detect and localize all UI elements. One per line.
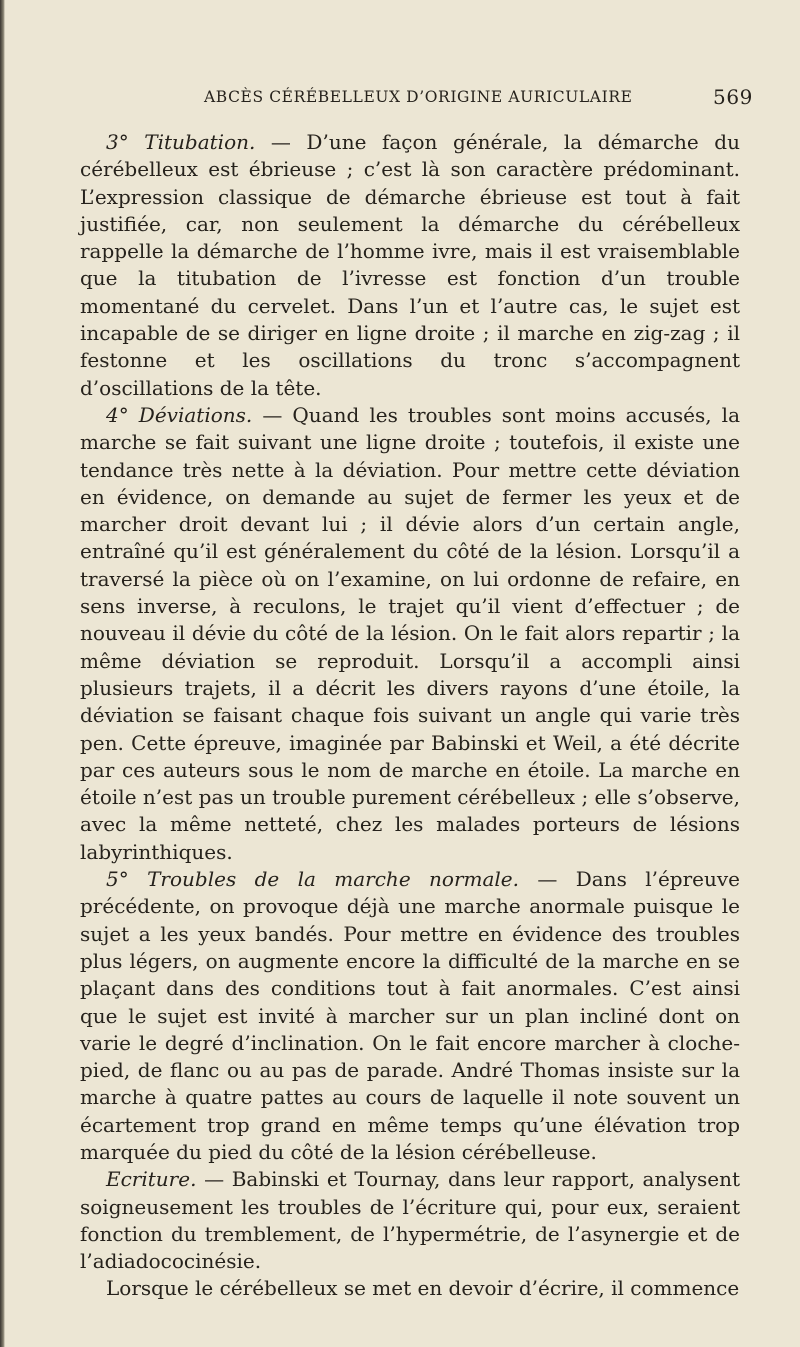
- paragraph-troubles-marche: [80, 866, 740, 1166]
- running-header: [80, 82, 753, 112]
- paragraph-text: — Babinski et Tournay, dans leur rapport, analysent soigneusement les troubles de l’écriture qui, pour eux, seraient fonction du tremblement, de l’hypermétrie, de l’asynergie et de l’adiadococinésie.: [80, 1167, 740, 1274]
- paragraph-heading: Ecriture.: [106, 1167, 197, 1192]
- running-title: ABCÈS CÉRÉBELLEUX D’ORIGINE AURICULAIRE: [204, 88, 633, 106]
- paragraph-heading: 3° Titubation.: [106, 130, 256, 154]
- paragraph-continuation: [80, 1275, 740, 1302]
- page-number: 569: [713, 85, 753, 109]
- paragraph-heading: 4° Déviations.: [106, 402, 253, 427]
- paragraph-text: — Dans l’épreuve précédente, on provoque déjà une marche anormale puisque le sujet a les yeux bandés. Pour mettre en évidence des troubles plus légers, on augmente encore la difficulté de la marche en se plaçant dans des conditions tout à fait anormales. C’est ainsi que le sujet est invité à marcher sur un plan incliné dont on varie le degré d’inclination. On le fait encore marcher à cloche-pied, de flanc ou au pas de parade. André Thomas insiste sur la marche à quatre pattes au cours de laquelle il note souvent un écartement trop grand en même temps qu’une élévation trop marquée du pied du côté de la lésion cérébelleuse.: [80, 867, 740, 1164]
- paragraph-heading: 5° Troubles de la marche normale.: [106, 867, 519, 892]
- paragraph-text: — D’une façon générale, la démarche du cérébelleux est ébrieuse ; c’est là son caractère prédominant. L’expression classique de démarche ébrieuse est tout à fait justifiée, car, non seulement la démarche du cérébelleux rappelle la démarche de l’homme ivre, mais il est vraisemblable que la titubation de l’ivresse est fonction d’un trouble momentané du cervelet. Dans l’un et l’autre cas, le sujet est incapable de se diriger en ligne droite ; il marche en zig-zag ; il festonne et les oscillations du tronc s’accompagnent d’oscillations de la tête.: [80, 130, 740, 400]
- paragraph-deviations: [80, 402, 740, 866]
- book-spine-shadow: [0, 0, 5, 1347]
- paragraph-text: — Quand les troubles sont moins accusés, la marche se fait suivant une ligne droite ; toutefois, il existe une tendance très nette à la déviation. Pour mettre cette déviation en évidence, on demande au sujet de fermer les yeux et de marcher droit devant lui ; il dévie alors d’un certain angle, entraîné qu’il est généralement du côté de la lésion. Lorsqu’il a traversé la pièce où on l’examine, on lui ordonne de refaire, en sens inverse, à reculons, le trajet qu’il vient d’effectuer ; de nouveau il dévie du côté de la lésion. On le fait alors repartir ; la même déviation se reproduit. Lorsqu’il a accompli ainsi plusieurs trajets, il a décrit les divers rayons d’une étoile, la déviation se faisant chaque fois suivant un angle qui varie très pen. Cette épreuve, imaginée par Babinski et Weil, a été décrite par ces auteurs sous le nom de marche en étoile. La marche en étoile n’est pas un trouble purement cérébelleux ; elle s’observe, avec la même netteté, chez les malades porteurs de lésions labyrinthiques.: [80, 402, 740, 864]
- paragraph-text: Lorsque le cérébelleux se met en devoir d’écrire, il commence: [106, 1276, 740, 1301]
- paragraph-ecriture: [80, 1166, 740, 1275]
- book-page: [80, 82, 753, 1303]
- page-body: [80, 129, 740, 1303]
- paragraph-titubation: [80, 129, 740, 402]
